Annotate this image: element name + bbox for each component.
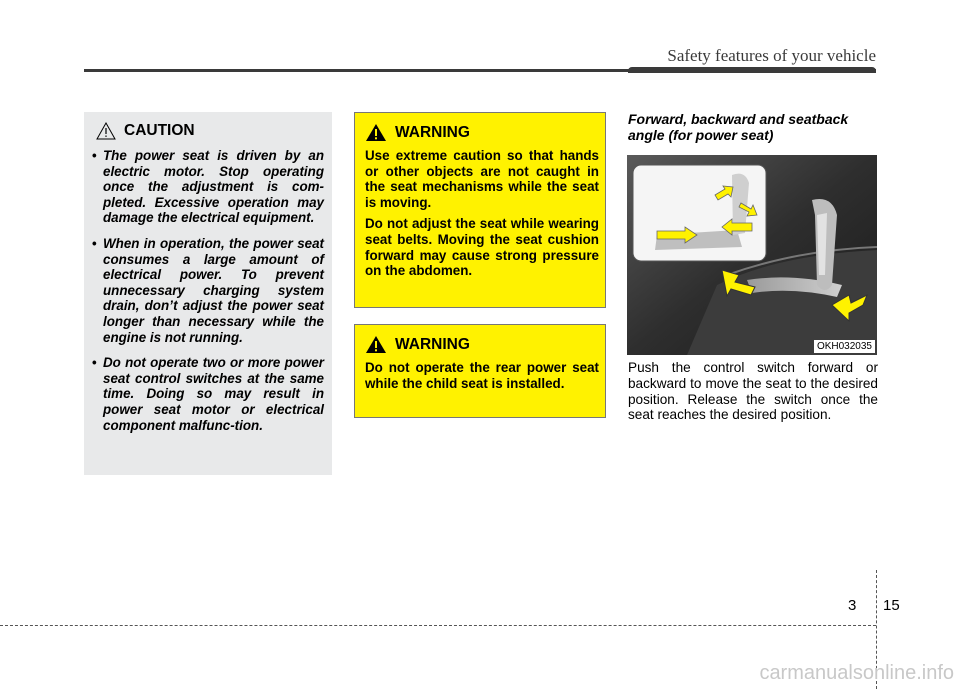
- header-tab: [628, 67, 876, 73]
- caution-header: [96, 122, 324, 140]
- warning-heading-2: WARNING: [395, 335, 470, 353]
- warning-triangle-icon: [365, 123, 387, 142]
- caution-item: • When in operation, the power seat consumes a large amount of electrical power. To prevent unnecessary charging system drain, don’t adjust the power seat longer than necessary while the engine is not running.: [92, 236, 324, 345]
- section-title: Forward, backward and seatback angle (for power seat): [628, 111, 849, 143]
- warning-text: Do not operate the rear power seat while the child seat is installed.: [365, 360, 599, 391]
- page-number: 15: [883, 597, 900, 614]
- warning-box-2: [354, 324, 606, 418]
- warning-triangle-icon: [365, 335, 387, 354]
- warning-text: Do not adjust the seat while wearing seat belts. Moving the seat cushion forward may cause strong pressure on the abdomen.: [365, 216, 599, 279]
- caution-triangle-icon: [96, 122, 116, 140]
- caution-item: • The power seat is driven by an electric motor. Stop operating once the adjustment is com-pleted. Excessive operation may damage the electrical equipment.: [92, 148, 324, 226]
- watermark: carmanualsonline.info: [759, 662, 954, 684]
- footer-rule: [0, 625, 876, 626]
- seat-control-photo: [627, 155, 877, 355]
- warning-heading-1: WARNING: [395, 123, 470, 141]
- image-code: OKH032035: [814, 340, 875, 353]
- warning-text: Use extreme caution so that hands or other objects are not caught in the seat mechanisms while the seat is moving.: [365, 148, 599, 210]
- warning-header-1: [365, 123, 599, 142]
- caution-item: • Do not operate two or more power seat control switches at the same time. Doing so may result in power seat motor or electrical component malfunc-tion.: [92, 355, 324, 433]
- section-body: Push the control switch forward or backward to move the seat to the desired position. Release the switch once the seat reaches the desired position.: [628, 360, 878, 423]
- seat-switch-illustration: [627, 155, 877, 355]
- warning-header-2: [365, 335, 599, 354]
- caution-list: [92, 148, 324, 433]
- caution-box: [84, 112, 332, 475]
- chapter-number: 3: [848, 597, 857, 614]
- header-section-title: Safety features of your vehicle: [667, 46, 876, 65]
- warning-box-1: [354, 112, 606, 308]
- caution-heading: CAUTION: [124, 122, 195, 139]
